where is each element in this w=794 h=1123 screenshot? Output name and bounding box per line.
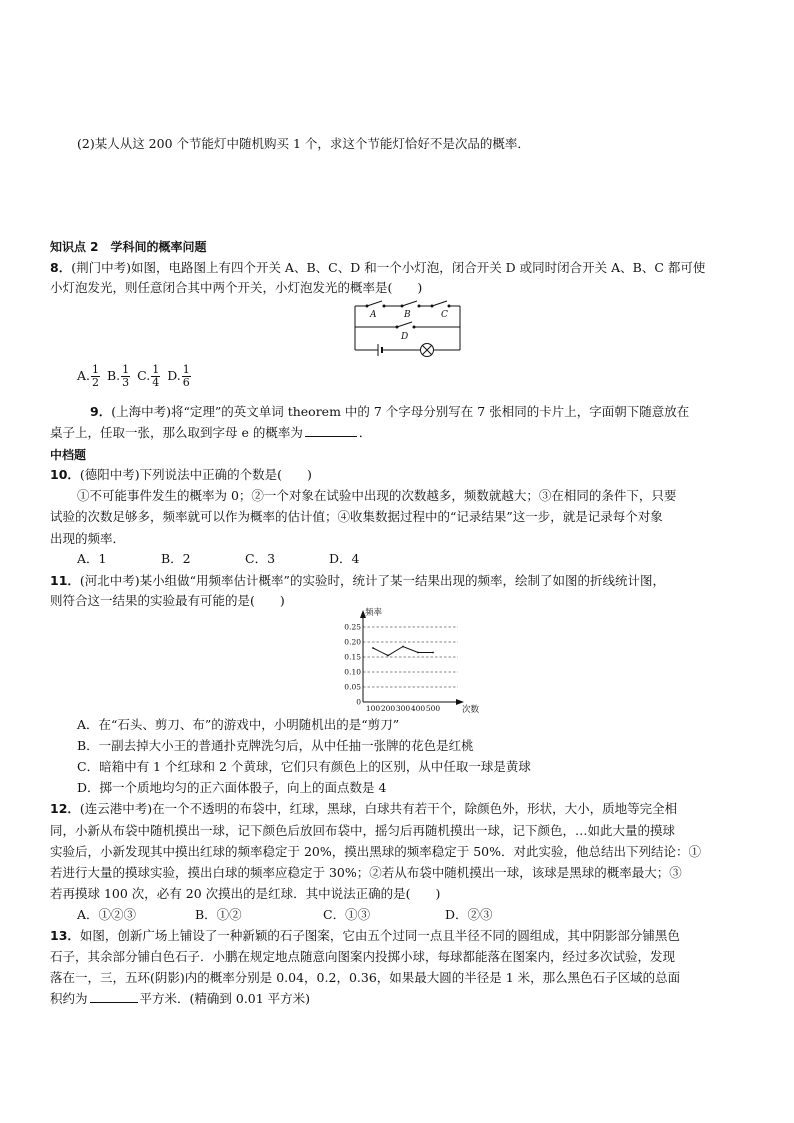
q8-text-1: (荆门中考)如图，电路图上有四个开关 A、B、C、D 和一个小灯泡，闭合开关 D 或同时闭合开关 A、B、C 都可使: [71, 260, 706, 275]
q10-text-1: (德阳中考)下列说法中正确的个数是( ): [79, 467, 312, 482]
q12-line-4: 若进行大量的摸球实验，摸出白球的频率应稳定于 30%；②若从布袋中随机摸出一球，该球是黑球的概率最大；③: [50, 865, 682, 880]
q10-line-1: [50, 466, 312, 484]
q12-text-1: (连云港中考)在一个不透明的布袋中，红球，黑球，白球共有若干个，除颜色外，形状，大小，质地等完全相: [79, 801, 678, 816]
q8-option-d: D. $\frac{1}{6}$: [167, 363, 190, 389]
q10-line-2: ①不可能事件发生的概率为 0；②一个对象在试验中出现的次数越多，频数就越大；③在相同的条件下，只要: [77, 488, 677, 503]
data-point: [402, 646, 404, 648]
q12-option-c: C．①③: [323, 907, 371, 922]
q11-option-a: A．在“石头、剪刀、布”的游戏中，小明随机出的是“剪刀”: [77, 717, 400, 732]
x-tick-label: 100: [365, 704, 381, 713]
q12-line-3: 实验后，小新发现其中摸出红球的频率稳定于 20%，摸出黑球的频率稳定于 50%．对此实验，他总结出下列结论：①: [50, 844, 702, 859]
q12-line-5: 若再摸球 100 次，必有 20 次摸出的是红球．其中说法正确的是( ): [50, 886, 441, 901]
q11-line-1: [50, 572, 665, 590]
lamp-icon: [421, 344, 434, 357]
q12-number: 12．: [50, 801, 80, 816]
q13-answer-blank[interactable]: [90, 990, 138, 1003]
x-tick-label: 500: [425, 704, 441, 713]
switch-a-icon: [367, 301, 382, 306]
q8-option-a: A. $\frac{1}{2}$: [77, 363, 100, 389]
q11-option-c: C．暗箱中有 1 个红球和 2 个黄球，它们只有颜色上的区别，从中任取一球是黄球: [77, 759, 531, 774]
q12-option-a: A．①②③: [77, 907, 137, 922]
q13-number: 13．: [50, 928, 80, 943]
q9-answer-blank[interactable]: [305, 424, 357, 437]
battery-icon: [378, 344, 382, 356]
data-point: [432, 652, 434, 654]
q12-option-b: B．①②: [195, 907, 242, 922]
section-heading: 知识点 2 学科间的概率问题: [50, 240, 207, 254]
q8-line-1: [50, 259, 705, 277]
x-tick-label: 200: [380, 704, 396, 713]
q13-line-4: [50, 990, 310, 1008]
data-point: [372, 647, 374, 649]
data-point: [387, 655, 389, 657]
y-tick-label: 0.05: [344, 682, 361, 692]
q12-line-2: 同，小新从布袋中随机摸出一球，记下颜色后放回布袋中，摇匀后再随机摸出一球，记下颜色，…如此大量的摸球: [50, 823, 676, 838]
q9-text-3: ．: [358, 425, 372, 440]
q10-line-4: 出现的频率．: [50, 531, 126, 546]
series-line: [373, 647, 433, 656]
q11-option-b: B．一副去掉大小王的普通扑克牌洗匀后，从中任抽一张牌的花色是红桃: [77, 738, 474, 753]
q13-text-4b: 平方米．(精确到 0.01 平方米): [139, 991, 311, 1006]
q11-text-1: (河北中考)某小组做“用频率估计概率”的实验时，统计了某一结果出现的频率，绘制了如图的折线统计图，: [79, 573, 665, 588]
q12-line-1: [50, 800, 677, 818]
q10-option-b: B．2: [161, 551, 191, 566]
label-d: D: [401, 332, 409, 342]
q8-number: 8．: [50, 260, 72, 275]
q8-option-c: C. $\frac{1}{4}$: [137, 363, 160, 389]
q11-option-d: D．掷一个质地均匀的正六面体骰子，向上的面点数是 4: [77, 780, 387, 795]
q13-text-1: 如图，创新广场上铺设了一种新颖的石子图案，它由五个过同一点且半径不同的圆组成，其中阴影部分铺黑色: [79, 928, 680, 943]
q12-option-d: D．②③: [445, 907, 493, 922]
y-tick-label: 0.10: [344, 667, 361, 677]
switch-c-icon: [432, 301, 447, 306]
mid-heading: 中档题: [50, 448, 87, 462]
switch-d-icon: [397, 322, 412, 327]
x-axis-label: 次数: [462, 705, 480, 714]
y-tick-label: 0: [356, 697, 361, 707]
q10-line-3: 试验的次数足够多，频率就可以作为概率的估计值；④收集数据过程中的“记录结果”这一步，就是记录每个对象: [50, 509, 663, 524]
q9-text-1: (上海中考)将“定理”的英文单词 theorem 中的 7 个字母分别写在 7 张相同的卡片上，字面朝下随意放在: [111, 404, 690, 419]
switch-b-icon: [402, 301, 417, 306]
q9-text-2: 桌子上，任取一张，那么取到字母 e 的概率为: [50, 425, 303, 440]
data-point: [417, 652, 419, 654]
q13-line-2: 石子，其余部分铺白色石子．小鹏在规定地点随意向图案内投掷小球，每球都能落在图案内，经过多次试验，发现: [50, 949, 676, 964]
label-c: C: [441, 310, 448, 320]
q12-options: [77, 906, 493, 924]
circuit-diagram: [350, 298, 465, 358]
q10-options: [77, 550, 359, 568]
q8-options: [77, 362, 194, 390]
q9-line-1: [90, 403, 689, 421]
sub-question-2: (2)某人从这 200 个节能灯中随机购买 1 个，求这个节能灯恰好不是次品的概率．: [77, 136, 530, 151]
q9-line-2: [50, 424, 371, 442]
frequency-line-chart: [330, 604, 490, 714]
y-tick-label: 0.15: [344, 652, 361, 662]
y-axis-label: 频率: [365, 608, 383, 618]
q10-option-c: C．3: [245, 551, 276, 566]
q8-option-b: B. $\frac{1}{3}$: [107, 363, 130, 389]
q10-option-d: D．4: [329, 551, 360, 566]
q11-line-2: 则符合这一结果的实验最有可能的是( ): [50, 593, 285, 608]
q9-number: 9．: [90, 404, 112, 419]
q13-line-3: 落在一，三，五环(阴影)内的概率分别是 0.04，0.2，0.36，如果最大圆的半径是 1 米，那么黑色石子区域的总面: [50, 970, 681, 985]
y-tick-label: 0.25: [344, 622, 361, 632]
q11-number: 11．: [50, 573, 80, 588]
x-tick-label: 400: [410, 704, 426, 713]
q13-line-1: [50, 927, 680, 945]
x-tick-label: 300: [395, 704, 411, 713]
q10-option-a: A．1: [77, 551, 107, 566]
q13-text-4a: 积约为: [50, 991, 88, 1006]
y-tick-label: 0.20: [344, 637, 361, 647]
q10-number: 10．: [50, 467, 80, 482]
label-b: B: [404, 310, 411, 320]
q8-line-2: 小灯泡发光，则任意闭合其中两个开关，小灯泡发光的概率是( ): [50, 280, 423, 295]
label-a: A: [370, 310, 377, 320]
